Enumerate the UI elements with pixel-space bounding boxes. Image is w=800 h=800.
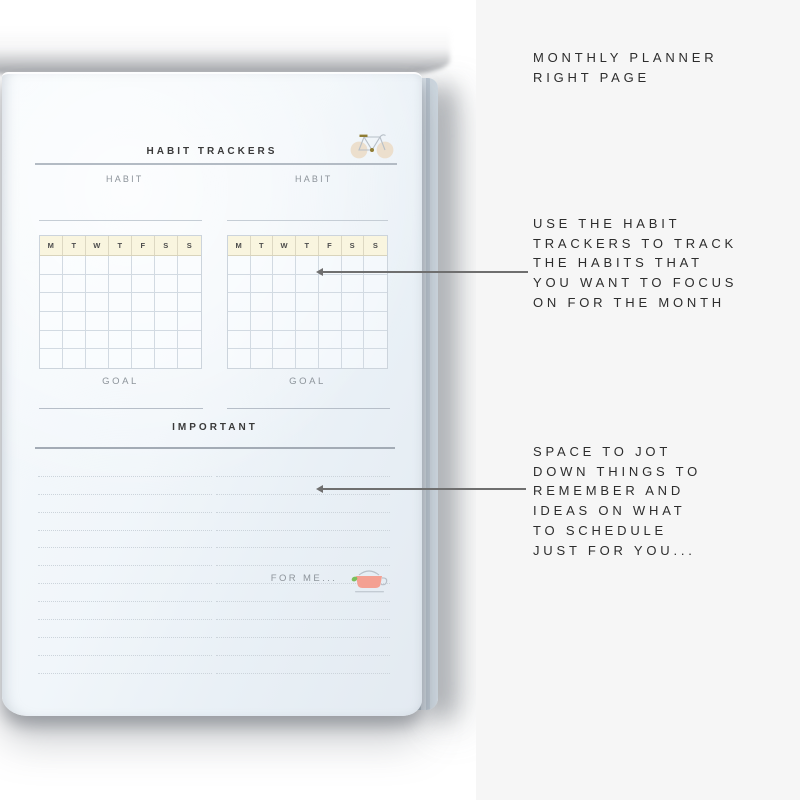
caption-line: IDEAS ON WHAT — [533, 503, 686, 519]
ruled-line — [216, 495, 390, 513]
tracker-cell — [319, 293, 342, 312]
tracker-cell — [228, 331, 251, 350]
tracker-cell — [86, 331, 109, 350]
tracker-cell — [132, 312, 155, 331]
tracker-cell — [251, 275, 274, 294]
tracker-cell — [251, 256, 274, 275]
tracker-cell — [86, 312, 109, 331]
tracker-cell — [86, 275, 109, 294]
tracker-cell — [40, 256, 63, 275]
ruled-line — [216, 477, 390, 495]
habit-write-line-left — [39, 220, 202, 221]
ruled-line — [38, 513, 212, 531]
tracker-cell — [364, 349, 387, 368]
ruled-line — [38, 620, 212, 638]
notebook — [2, 70, 438, 714]
day-header-row — [40, 236, 201, 256]
ruled-line — [216, 620, 390, 638]
tracker-cell — [364, 312, 387, 331]
day-header: M — [228, 236, 251, 255]
teacup-icon — [349, 568, 391, 601]
tracker-cell — [155, 256, 178, 275]
planner-right-page — [2, 72, 422, 716]
ruled-line — [38, 459, 212, 477]
tracker-cell — [86, 256, 109, 275]
ruled-line — [38, 548, 212, 566]
for-me-label: FOR ME... — [270, 573, 338, 584]
ruled-line — [38, 495, 212, 513]
tracker-cell — [342, 293, 365, 312]
important-rule — [35, 447, 395, 449]
tracker-cell — [40, 312, 63, 331]
tracker-cell — [296, 312, 319, 331]
ruled-line — [38, 477, 212, 495]
caption-line: DOWN THINGS TO — [533, 463, 702, 479]
connector-line-trackers — [318, 271, 528, 273]
caption-line: JUST FOR YOU... — [533, 542, 696, 558]
caption-line: YOU WANT TO FOCUS — [533, 275, 738, 291]
ruled-line — [38, 602, 212, 620]
day-header: M — [40, 236, 63, 255]
day-header: T — [63, 236, 86, 255]
tracker-cell — [342, 275, 365, 294]
day-header: F — [132, 236, 155, 255]
tracker-cell — [132, 331, 155, 350]
tracker-cell — [178, 331, 201, 350]
ruled-column — [216, 459, 390, 674]
tracker-cell — [63, 293, 86, 312]
day-header: T — [109, 236, 132, 255]
tracker-cell — [155, 293, 178, 312]
tracker-cell — [228, 312, 251, 331]
tracker-cell — [364, 293, 387, 312]
day-header: S — [186, 241, 193, 250]
caption-line: ON FOR THE MONTH — [533, 294, 725, 310]
day-header: T — [296, 236, 319, 255]
tracker-cell — [63, 349, 86, 368]
connector-line-important — [318, 488, 526, 490]
arrowhead-icon — [316, 485, 323, 493]
tracker-cell — [364, 275, 387, 294]
arrowhead-icon — [316, 268, 323, 276]
tracker-cell — [319, 312, 342, 331]
tracker-cell — [109, 256, 132, 275]
tracker-cell — [63, 331, 86, 350]
tracker-cell — [251, 331, 274, 350]
habit-tracker-table-right — [227, 235, 388, 369]
caption-line: TRACKERS TO TRACK — [533, 235, 738, 251]
tracker-cell — [109, 331, 132, 350]
habit-field-label-right: HABIT — [295, 174, 333, 184]
tracker-cell — [178, 275, 201, 294]
day-header: S — [342, 236, 365, 255]
tracker-cell — [109, 312, 132, 331]
ruled-line — [38, 531, 212, 549]
day-header: S — [372, 241, 379, 250]
tracker-cell — [319, 275, 342, 294]
tracker-cell — [155, 312, 178, 331]
tracker-cell — [178, 293, 201, 312]
tracker-cell — [273, 312, 296, 331]
tracker-cell — [178, 256, 201, 275]
important-section-title: IMPORTANT — [172, 422, 258, 433]
tracker-cell — [132, 349, 155, 368]
day-header-row — [228, 236, 387, 256]
ruled-line — [216, 638, 390, 656]
tracker-cell — [109, 275, 132, 294]
ruled-line — [216, 656, 390, 674]
tracker-cell — [342, 349, 365, 368]
day-header: W — [273, 236, 296, 255]
tracker-cell — [251, 293, 274, 312]
ruled-line — [38, 566, 212, 584]
day-header: T — [251, 236, 274, 255]
tracker-cell — [109, 293, 132, 312]
tracker-cell — [273, 293, 296, 312]
caption-line: REMEMBER AND — [533, 483, 685, 499]
ruled-line — [216, 459, 390, 477]
goal-write-line-left — [39, 408, 203, 409]
header-rule — [35, 163, 397, 165]
info-panel — [476, 0, 800, 800]
ruled-line — [216, 548, 390, 566]
tracker-cell — [155, 275, 178, 294]
caption-line: SPACE TO JOT — [533, 444, 672, 459]
tracker-cell — [155, 349, 178, 368]
goal-write-line-right — [227, 408, 390, 409]
ruled-line — [216, 602, 390, 620]
ruled-column — [38, 459, 212, 674]
tracker-cell — [63, 275, 86, 294]
ruled-line — [38, 656, 212, 674]
caption-line: TO SCHEDULE — [533, 522, 668, 538]
tracker-cell — [228, 349, 251, 368]
tracker-cell — [251, 349, 274, 368]
ruled-line — [216, 513, 390, 531]
day-header: S — [155, 236, 178, 255]
goal-label-right: GOAL — [289, 376, 326, 387]
bicycle-icon — [349, 130, 395, 165]
tracker-cell — [40, 293, 63, 312]
top-shadow — [0, 28, 450, 74]
tracker-cell — [296, 349, 319, 368]
caption-line: USE THE HABIT — [533, 216, 681, 231]
tracker-cell — [319, 331, 342, 350]
caption-line: THE HABITS THAT — [533, 255, 703, 271]
tracker-cell — [178, 349, 201, 368]
habit-write-line-right — [227, 220, 388, 221]
ruled-line — [38, 584, 212, 602]
tracker-cell — [132, 256, 155, 275]
tracker-cell — [86, 349, 109, 368]
tracker-cell — [342, 331, 365, 350]
tracker-cell — [273, 349, 296, 368]
tracker-cell — [273, 331, 296, 350]
tracker-cell — [364, 331, 387, 350]
caption-tracker-note — [533, 214, 737, 313]
caption-title-line: RIGHT PAGE — [533, 69, 650, 85]
tracker-cell — [178, 312, 201, 331]
tracker-cell — [86, 293, 109, 312]
tracker-cell — [342, 312, 365, 331]
tracker-cell — [155, 331, 178, 350]
tracker-cell — [319, 349, 342, 368]
tracker-cell — [228, 293, 251, 312]
habit-tracker-table-left — [39, 235, 202, 369]
tracker-cell — [251, 312, 274, 331]
tracker-body — [40, 256, 201, 368]
tracker-cell — [63, 256, 86, 275]
tracker-cell — [273, 275, 296, 294]
caption-title-line: MONTHLY PLANNER — [533, 50, 718, 65]
tracker-cell — [296, 275, 319, 294]
caption-title — [533, 48, 717, 87]
tracker-cell — [40, 331, 63, 350]
tracker-cell — [296, 293, 319, 312]
tracker-cell — [63, 312, 86, 331]
day-header: W — [86, 236, 109, 255]
habit-field-label-left: HABIT — [106, 174, 144, 184]
tracker-cell — [132, 293, 155, 312]
tracker-cell — [273, 256, 296, 275]
tracker-cell — [132, 275, 155, 294]
tracker-cell — [40, 275, 63, 294]
goal-label-left: GOAL — [102, 376, 139, 387]
tracker-cell — [228, 256, 251, 275]
ruled-line — [216, 531, 390, 549]
page-title: HABIT TRACKERS — [146, 146, 278, 157]
day-header: F — [319, 236, 342, 255]
caption-important-note — [533, 442, 701, 560]
ruled-line — [38, 638, 212, 656]
tracker-cell — [296, 331, 319, 350]
tracker-cell — [40, 349, 63, 368]
tracker-cell — [109, 349, 132, 368]
tracker-cell — [228, 275, 251, 294]
